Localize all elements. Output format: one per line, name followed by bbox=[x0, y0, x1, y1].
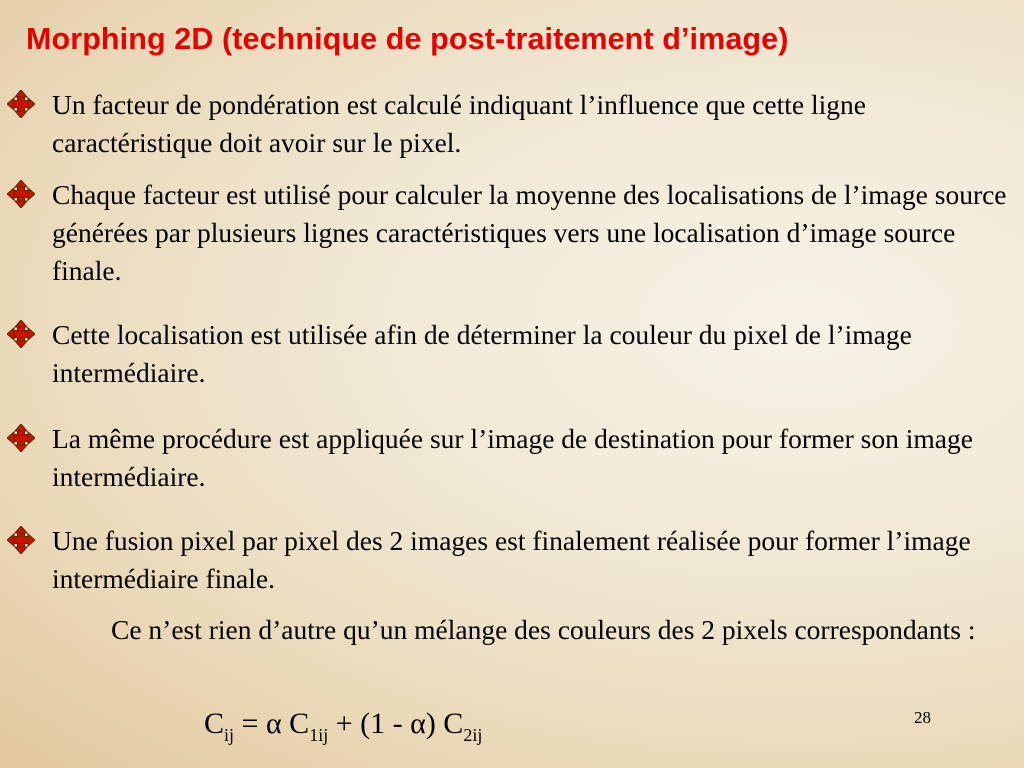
four-arrows-icon bbox=[7, 526, 35, 554]
formula-term-1: = α C bbox=[234, 707, 310, 740]
blend-formula bbox=[204, 707, 483, 745]
bullet-text: Une fusion pixel par pixel des 2 images est finalement réalisée pour former l’image intermédiaire finale. bbox=[52, 525, 971, 594]
bullet-text: Cette localisation est utilisée afin de déterminer la couleur du pixel de l’image intermédiaire. bbox=[52, 319, 912, 388]
four-arrows-icon bbox=[7, 320, 35, 348]
page-number: 28 bbox=[914, 708, 931, 727]
bullet-text: Chaque facteur est utilisé pour calculer la moyenne des localisations de l’image source générées par plusieurs lignes caractéristiques vers une localisation d’image source finale. bbox=[52, 179, 1007, 286]
four-arrows-icon bbox=[7, 90, 35, 118]
formula-lhs-subscript: ij bbox=[224, 725, 235, 745]
bullet-text: Un facteur de pondération est calculé indiquant l’influence que cette ligne caractéristique doit avoir sur le pixel. bbox=[52, 89, 866, 158]
four-arrows-icon bbox=[7, 180, 35, 208]
formula-c2-subscript: 2ij bbox=[463, 725, 483, 745]
sub-paragraph: Ce n’est rien d’autre qu’un mélange des couleurs des 2 pixels correspondants : bbox=[111, 614, 976, 645]
formula-lhs: C bbox=[204, 707, 225, 740]
slide-title: Morphing 2D (technique de post-traitement d’image) bbox=[26, 22, 789, 56]
formula-term-2: + (1 - α) C bbox=[328, 707, 464, 740]
formula-c1-subscript: 1ij bbox=[309, 725, 329, 745]
four-arrows-icon bbox=[7, 424, 35, 452]
bullet-text: La même procédure est appliquée sur l’image de destination pour former son image intermédiaire. bbox=[52, 423, 973, 492]
